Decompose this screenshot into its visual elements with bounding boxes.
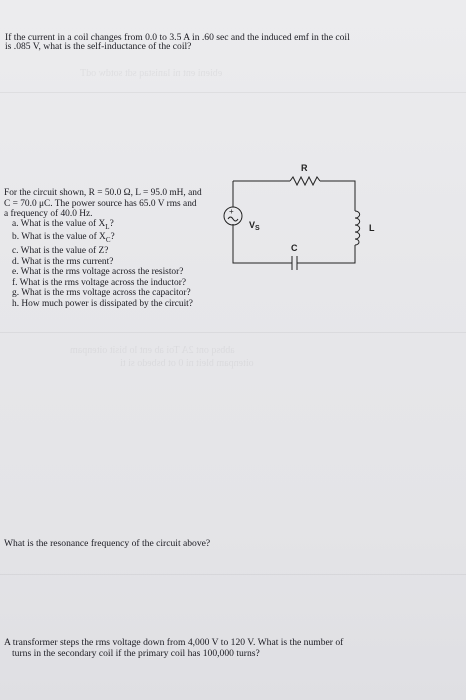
question-1-line-1: If the current in a coil changes from 0.0 to 3.5 A in .60 sec and the induced emf in the coil xyxy=(5,32,350,43)
sub-question-d: d. What is the rms current? xyxy=(12,256,114,267)
inductor-label: L xyxy=(369,223,375,233)
question-4-line-2: turns in the secondary coil if the primary coil has 100,000 turns? xyxy=(12,648,260,659)
wire xyxy=(297,245,355,263)
inductor-symbol xyxy=(355,211,360,245)
sine-wave-icon xyxy=(228,217,238,221)
source-label: $V_S$ xyxy=(249,220,260,232)
sub-question-h: h. How much power is dissipated by the circuit? xyxy=(12,298,193,309)
capacitor-label: C xyxy=(291,243,298,253)
statement-line: C = 70.0 μC. The power source has 65.0 V rms and xyxy=(4,198,197,209)
question-4-line-1: A transformer steps the rms voltage down from 4,000 V to 120 V. What is the number of xyxy=(4,637,344,648)
bleed-through-text: oitenpam bleit ni 0 ot bsbedo si ti xyxy=(120,358,254,369)
sub-question-g: g. What is the rms voltage across the capacitor? xyxy=(12,288,191,299)
sub-question-b: b. What is the value of $X_C$? xyxy=(12,232,115,245)
resistor-symbol xyxy=(290,177,320,185)
resistor-label: R xyxy=(301,163,308,173)
sub-question-f: f. What is the rms voltage across the inductor? xyxy=(12,277,186,288)
sub-question-c: c. What is the value of Z? xyxy=(12,245,109,256)
question-3: What is the resonance frequency of the circuit above? xyxy=(4,538,211,549)
wire xyxy=(233,224,292,263)
wire xyxy=(320,181,355,211)
capacitor-symbol xyxy=(292,256,297,270)
bleed-through-text: ebieni ent ni lanistaq sdt sotdw odT xyxy=(80,68,223,79)
statement-line: For the circuit shown, R = 50.0 Ω, L = 95.0 mH, and xyxy=(4,188,202,198)
statement-line: a frequency of 40.0 Hz. xyxy=(4,209,93,220)
question-1-line-2: is .085 V, what is the self-inductance of the coil? xyxy=(5,41,192,52)
sub-question-e: e. What is the rms voltage across the resistor? xyxy=(12,267,184,278)
sub-question-a: a. What is the value of $X_L$? xyxy=(12,219,114,231)
source-polarity-sign: + xyxy=(229,207,234,216)
bleed-through-text: abbsq ont 2A Toi ab ent lo bisit oitenpam xyxy=(70,345,235,356)
